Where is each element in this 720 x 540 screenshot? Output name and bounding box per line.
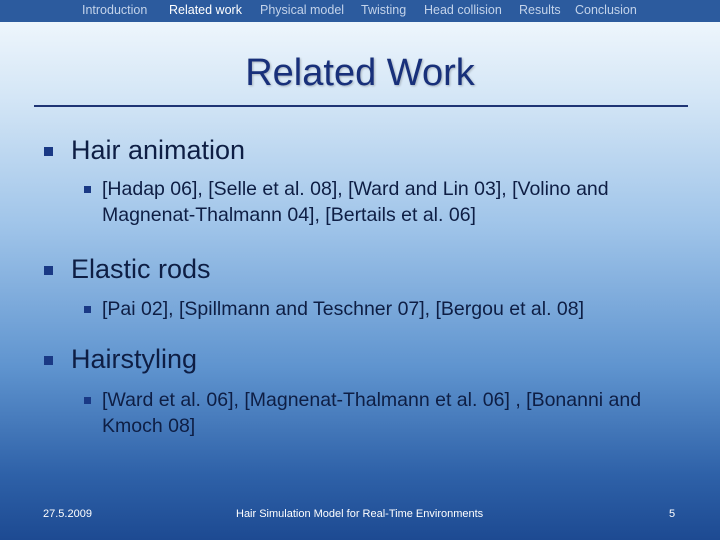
slide-title: Related Work [245,52,475,94]
title-divider [34,105,688,107]
bullet-text: Elastic rods [71,254,211,284]
nav-bar [0,0,720,22]
sub-bullet-text: [Pai 02], [Spillmann and Teschner 07], [Bergou et al. 08] [102,298,585,320]
sub-bullet-hairstyling [84,387,684,439]
bullet-text: Hairstyling [71,344,198,374]
footer-date: 27.5.2009 [43,508,92,520]
nav-twisting[interactable]: Twisting [361,3,407,17]
nav-related-work[interactable]: Related work [169,3,242,17]
sub-bullet-text: [Ward et al. 06], [Magnenat-Thalmann et al. 06] , [Bonanni and Kmoch 08] [102,389,642,437]
sub-bullet-text: [Hadap 06], [Selle et al. 08], [Ward and Lin 03], [Volino and Magnenat-Thalmann 04], [Bertails et al. 06] [102,178,609,226]
sub-bullet-square-icon [84,186,91,193]
bullet-square-icon [44,266,53,275]
nav-physical-model[interactable]: Physical model [260,3,345,17]
footer-page-number: 5 [669,508,676,520]
bullet-square-icon [44,356,53,365]
footer-title: Hair Simulation Model for Real-Time Environments [236,508,484,520]
sub-bullet-elastic-rods [84,296,684,322]
nav-head-collision[interactable]: Head collision [424,3,502,17]
bullet-text: Hair animation [71,135,246,165]
sub-bullet-square-icon [84,397,91,404]
nav-results[interactable]: Results [519,3,561,17]
sub-bullet-hair-animation [84,176,684,228]
nav-introduction[interactable]: Introduction [82,3,148,17]
nav-conclusion[interactable]: Conclusion [575,3,637,17]
sub-bullet-square-icon [84,306,91,313]
bullet-square-icon [44,147,53,156]
